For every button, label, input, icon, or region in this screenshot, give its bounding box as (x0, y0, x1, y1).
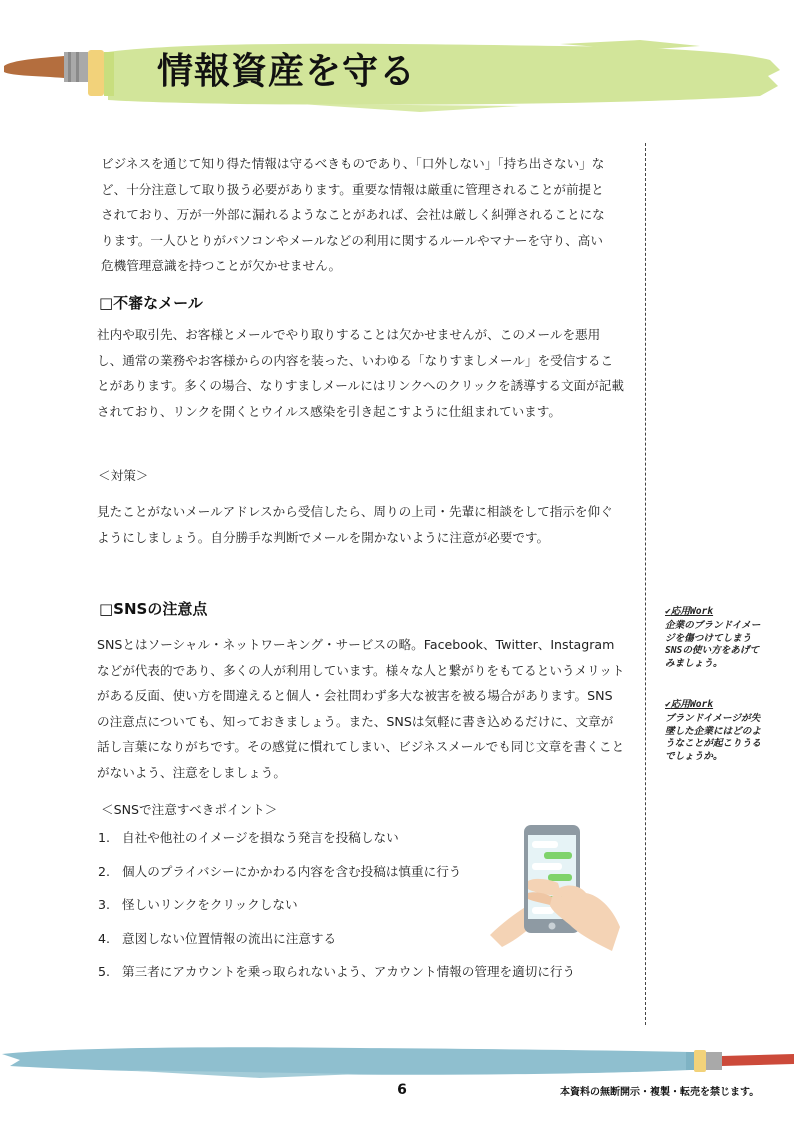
sidebar-work-1 (665, 606, 761, 671)
checkmark-icon: ✔ (665, 699, 671, 710)
paintbrush-icon (686, 1050, 794, 1072)
sidebar-work-2 (665, 699, 761, 764)
section-heading-mail: □不審なメール (99, 294, 203, 312)
list-item: 2. 個人のプライバシーにかかわる内容を含む投稿は慎重に行う (98, 863, 462, 879)
intro-paragraph: ビジネスを通じて知り得た情報は守るべきものであり、「口外しない」「持ち出さない」など、十分注意して取り扱う必要があります。重要な情報は厳重に管理されることが前提とされており、万が一外部に漏れるようなことがあれば、会社は厳しく糾弾されることになります。一人ひとりがパソコンやメールなどの利用に関するルールやマナーを守り、高い危機管理意識を持つことが欠かせません。 (101, 156, 605, 273)
countermeasure-paragraph: 見たことがないメールアドレスから受信したら、周りの上司・先輩に相談をして指示を仰ぐようにしましょう。自分勝手な判断でメールを開かないように注意が必要です。 (97, 504, 613, 545)
countermeasure-label: ＜対策＞ (98, 468, 149, 483)
mail-paragraph: 社内や取引先、お客様とメールでやり取りすることは欠かせませんが、このメールを悪用し、通常の業務やお客様からの内容を装った、いわゆる「なりすましメール」を受信することがあります。多くの場合、なりすましメールにはリンクへのクリックを誘導する文面が記載されており、リンクを開くとウイルス感染を引き起こすように仕組まれています。 (97, 327, 624, 419)
list-item: 1. 自社や他社のイメージを損なう発言を投稿しない (98, 830, 399, 845)
list-item: 4. 意図しない位置情報の流出に注意する (98, 930, 337, 946)
paintbrush-icon (4, 50, 114, 96)
work-label: 応用Work (670, 699, 714, 710)
list-item: 3. 怪しいリンクをクリックしない (98, 897, 298, 912)
section-heading-sns: □SNSの注意点 (99, 600, 208, 618)
column-divider (645, 143, 646, 1025)
checkmark-icon: ✔ (665, 606, 671, 617)
page-title: 情報資産を守る (157, 51, 417, 92)
work-text: ブランドイメージが失墜した企業にはどのようなことが起こりうるでしょうか。 (665, 712, 761, 763)
sns-paragraph: SNSとはソーシャル・ネットワーキング・サービスの略。Facebook、Twitter、Instagramなどが代表的であり、多くの人が利用しています。様々な人と繋がりをもてるというメリットがある反面、使い方を間違えると個人・会社問わず多大な被害を被る場合があります。SNSの注意点についても、知っておきましょう。また、SNSは気軽に書き込めるだけに、文章が話し言葉になりがちです。その感覚に慣れてしまい、ビジネスメールでも同じ文章を書くことがないよう、注意をしましょう。 (97, 637, 625, 780)
work-label: 応用Work (670, 606, 714, 617)
smartphone-hands-illustration (488, 823, 623, 953)
sns-points-title: ＜SNSで注意すべきポイント＞ (101, 802, 278, 817)
work-text: 企業のブランドイメージを傷つけてしまうSNSの使い方をあげてみましょう。 (665, 619, 761, 670)
footer-brush-stroke (0, 1040, 794, 1080)
page-number: 6 (397, 1082, 407, 1098)
list-item: 5. 第三者にアカウントを乗っ取られないよう、アカウント情報の管理を適切に行う (98, 964, 576, 979)
copyright-notice: 本資料の無断開示・複製・転売を禁じます。 (560, 1087, 760, 1098)
